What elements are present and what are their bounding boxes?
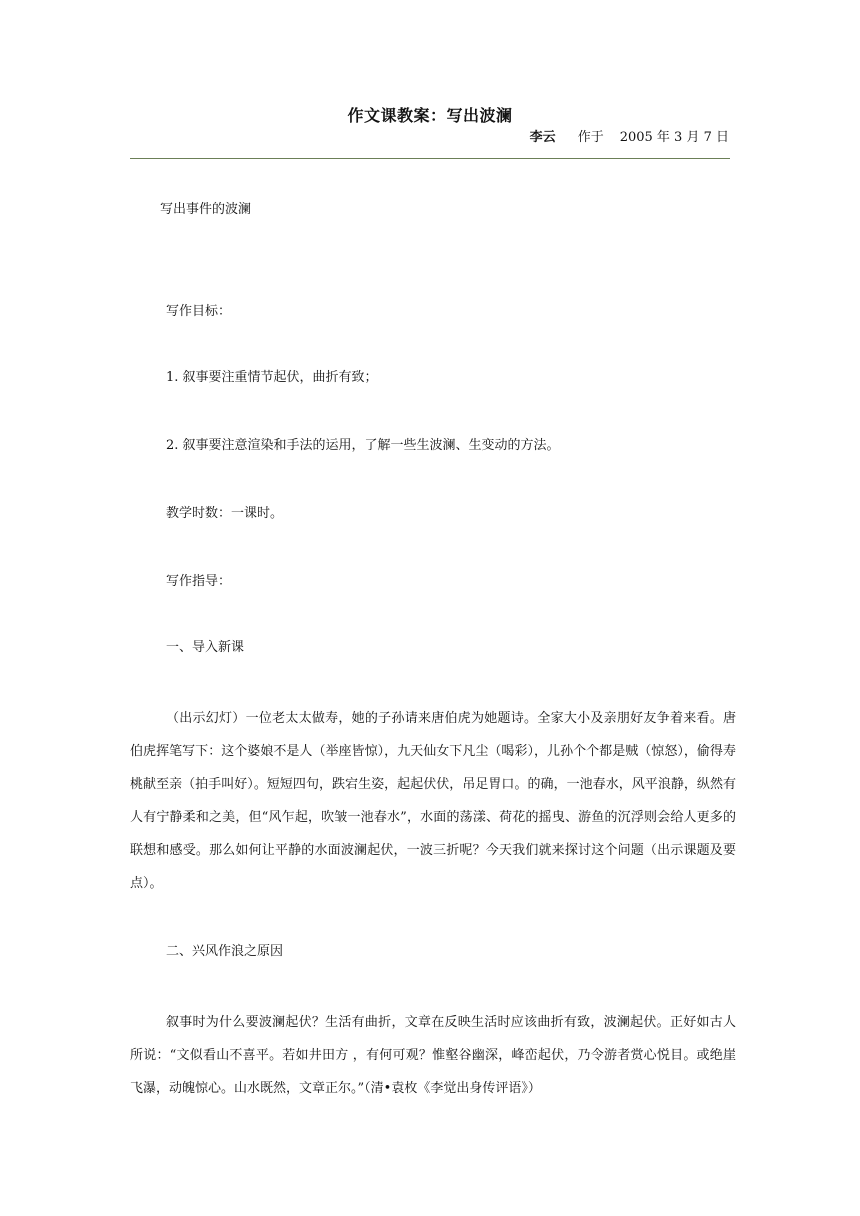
section-1-paragraph: （出示幻灯）一位老太太做寿，她的子孙请来唐伯虎为她题诗。全家大小及亲朋好友争着来看。唐伯虎挥笔写下：这个婆娘不是人（举座皆惊），九天仙女下凡尘（喝彩），儿孙个个都是贼（惊怒），偷得寿桃献至亲（拍手叫好）。短短四句，跌宕生姿，起起伏伏，吊足胃口。的确，一池春水，风平浪静，纵然有人有宁静柔和之美，但“风乍起，吹皱一池春水”，水面的荡漾、荷花的摇曳、游鱼的沉浮则会给人更多的联想和感受。那么如何让平静的水面波澜起伏，一波三折呢？今天我们就来探讨这个问题（出示课题及要点）。 <box>130 711 736 891</box>
subtitle: 写出事件的波澜 <box>160 202 252 217</box>
document-title: 作文课教案：写出波澜 <box>347 106 513 125</box>
section-2-paragraph: 叙事时为什么要波澜起伏？生活有曲折，文章在反映生活时应该曲折有致，波澜起伏。正好如古人所说：“文似看山不喜平。若如井田方 ，有何可观？惟壑谷幽深，峰峦起伏，乃令游者赏心悦目。或绝崖飞瀑，动魄惊心。山水既然，文章正尔。”（清•袁枚《李觉出身传评语》） <box>130 1015 736 1096</box>
section-2-heading: 二、兴风作浪之原因 <box>166 944 284 959</box>
author-name: 李云 <box>529 130 556 145</box>
section-1-heading: 一、导入新课 <box>166 640 245 655</box>
header-divider <box>130 158 730 159</box>
goal-item-2: 2. 叙事要注意渲染和手法的运用，了解一些生波澜、生变动的方法。 <box>166 438 560 453</box>
written-label: 作于 <box>577 130 604 145</box>
guidance-heading: 写作指导： <box>166 574 232 589</box>
goals-heading: 写作目标： <box>166 304 232 319</box>
goal-item-1: 1. 叙事要注重情节起伏，曲折有致； <box>166 370 378 385</box>
document-date: 2005 年 3 月 7 日 <box>619 130 729 145</box>
byline <box>530 128 729 148</box>
class-hours: 教学时数：一课时。 <box>166 506 284 521</box>
